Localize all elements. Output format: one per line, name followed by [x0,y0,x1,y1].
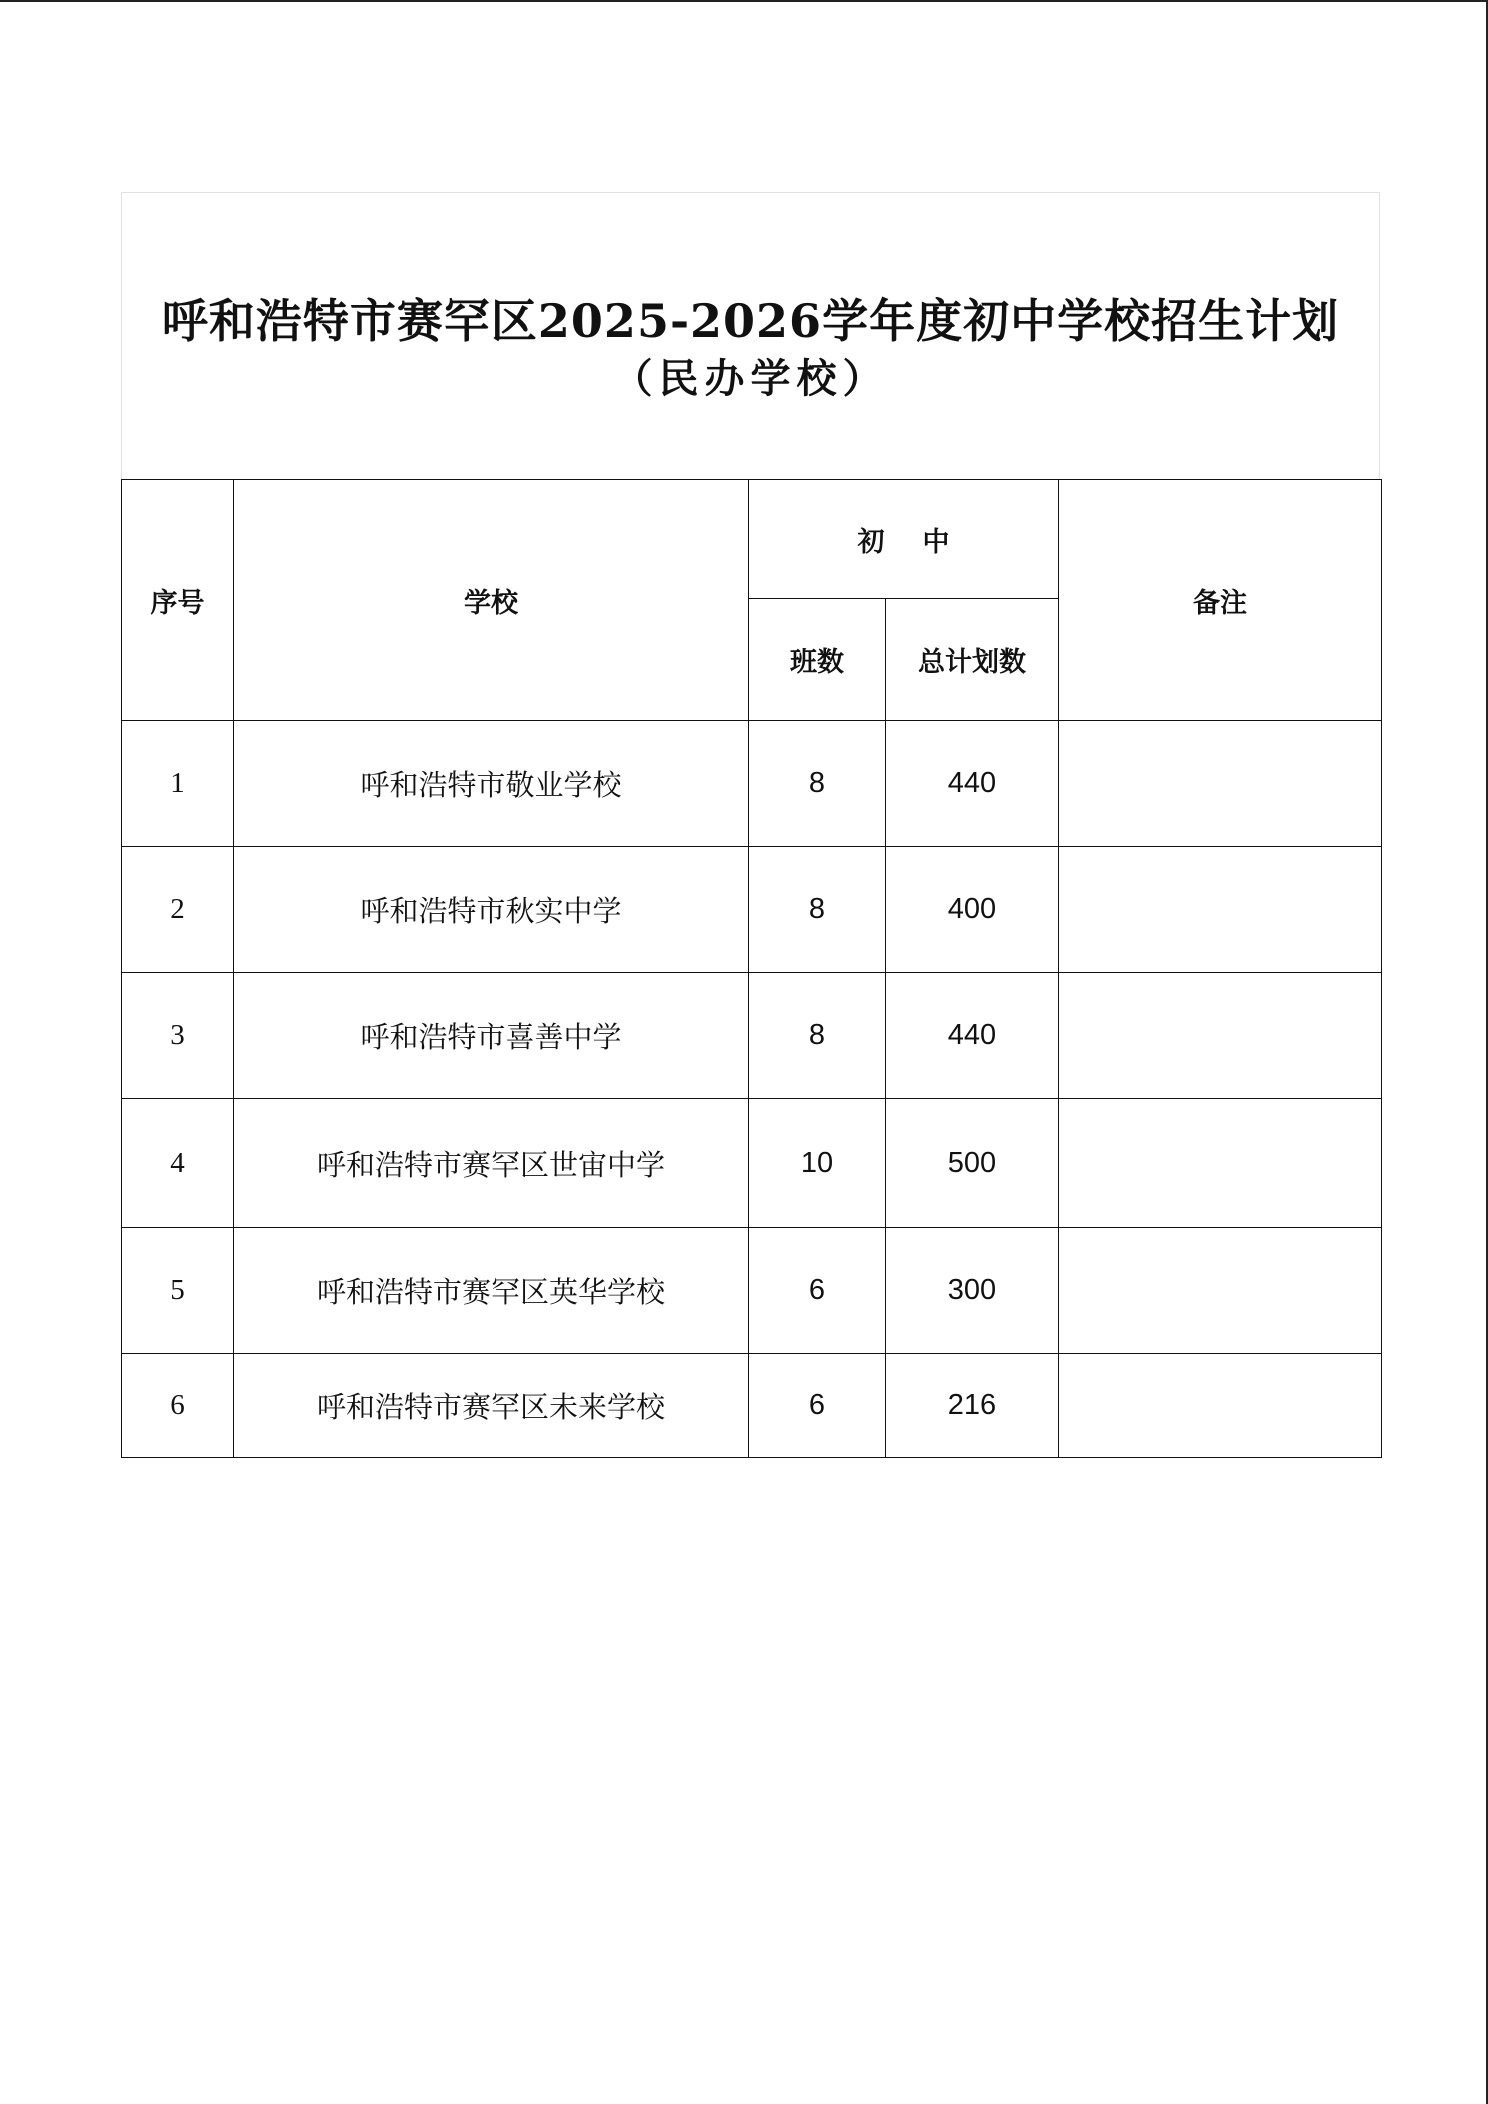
row-total: 400 [886,847,1059,973]
row-index: 4 [122,1099,234,1228]
row-total: 500 [886,1099,1059,1228]
header-index: 序号 [122,480,234,721]
row-total: 440 [886,973,1059,1099]
row-school: 呼和浩特市喜善中学 [234,973,749,1099]
row-school: 呼和浩特市秋实中学 [234,847,749,973]
table-row [122,973,1382,1099]
row-school: 呼和浩特市赛罕区世宙中学 [234,1099,749,1228]
row-school: 呼和浩特市赛罕区英华学校 [234,1228,749,1354]
row-remarks [1059,847,1382,973]
row-index: 3 [122,973,234,1099]
row-remarks [1059,1354,1382,1458]
page-border-top [0,0,1488,2]
header-remarks: 备注 [1059,480,1382,721]
row-school: 呼和浩特市敬业学校 [234,721,749,847]
document-title: 呼和浩特市赛罕区2025-2026学年度初中学校招生计划 [161,294,1340,348]
row-index: 6 [122,1354,234,1458]
table-row [122,1228,1382,1354]
row-classes: 6 [749,1354,886,1458]
row-classes: 10 [749,1099,886,1228]
row-remarks [1059,721,1382,847]
title-box [121,192,1380,479]
header-junior-high [749,480,1059,599]
row-total: 300 [886,1228,1059,1354]
row-total: 216 [886,1354,1059,1458]
row-remarks [1059,1228,1382,1354]
row-classes: 8 [749,973,886,1099]
row-classes: 6 [749,1228,886,1354]
header-junior-high-label: 初中 [857,526,988,558]
row-index: 2 [122,847,234,973]
row-index: 5 [122,1228,234,1354]
header-total: 总计划数 [886,599,1059,721]
row-classes: 8 [749,847,886,973]
table-row [122,847,1382,973]
enrollment-plan-table [121,479,1382,1458]
row-total: 440 [886,721,1059,847]
table-row [122,1099,1382,1228]
table-row [122,1354,1382,1458]
header-classes: 班数 [749,599,886,721]
header-school: 学校 [234,480,749,721]
row-school: 呼和浩特市赛罕区未来学校 [234,1354,749,1458]
row-index: 1 [122,721,234,847]
row-remarks [1059,973,1382,1099]
document-subtitle: （民办学校） [612,355,889,402]
header-row-1 [122,480,1382,599]
table-row [122,721,1382,847]
row-remarks [1059,1099,1382,1228]
row-classes: 8 [749,721,886,847]
